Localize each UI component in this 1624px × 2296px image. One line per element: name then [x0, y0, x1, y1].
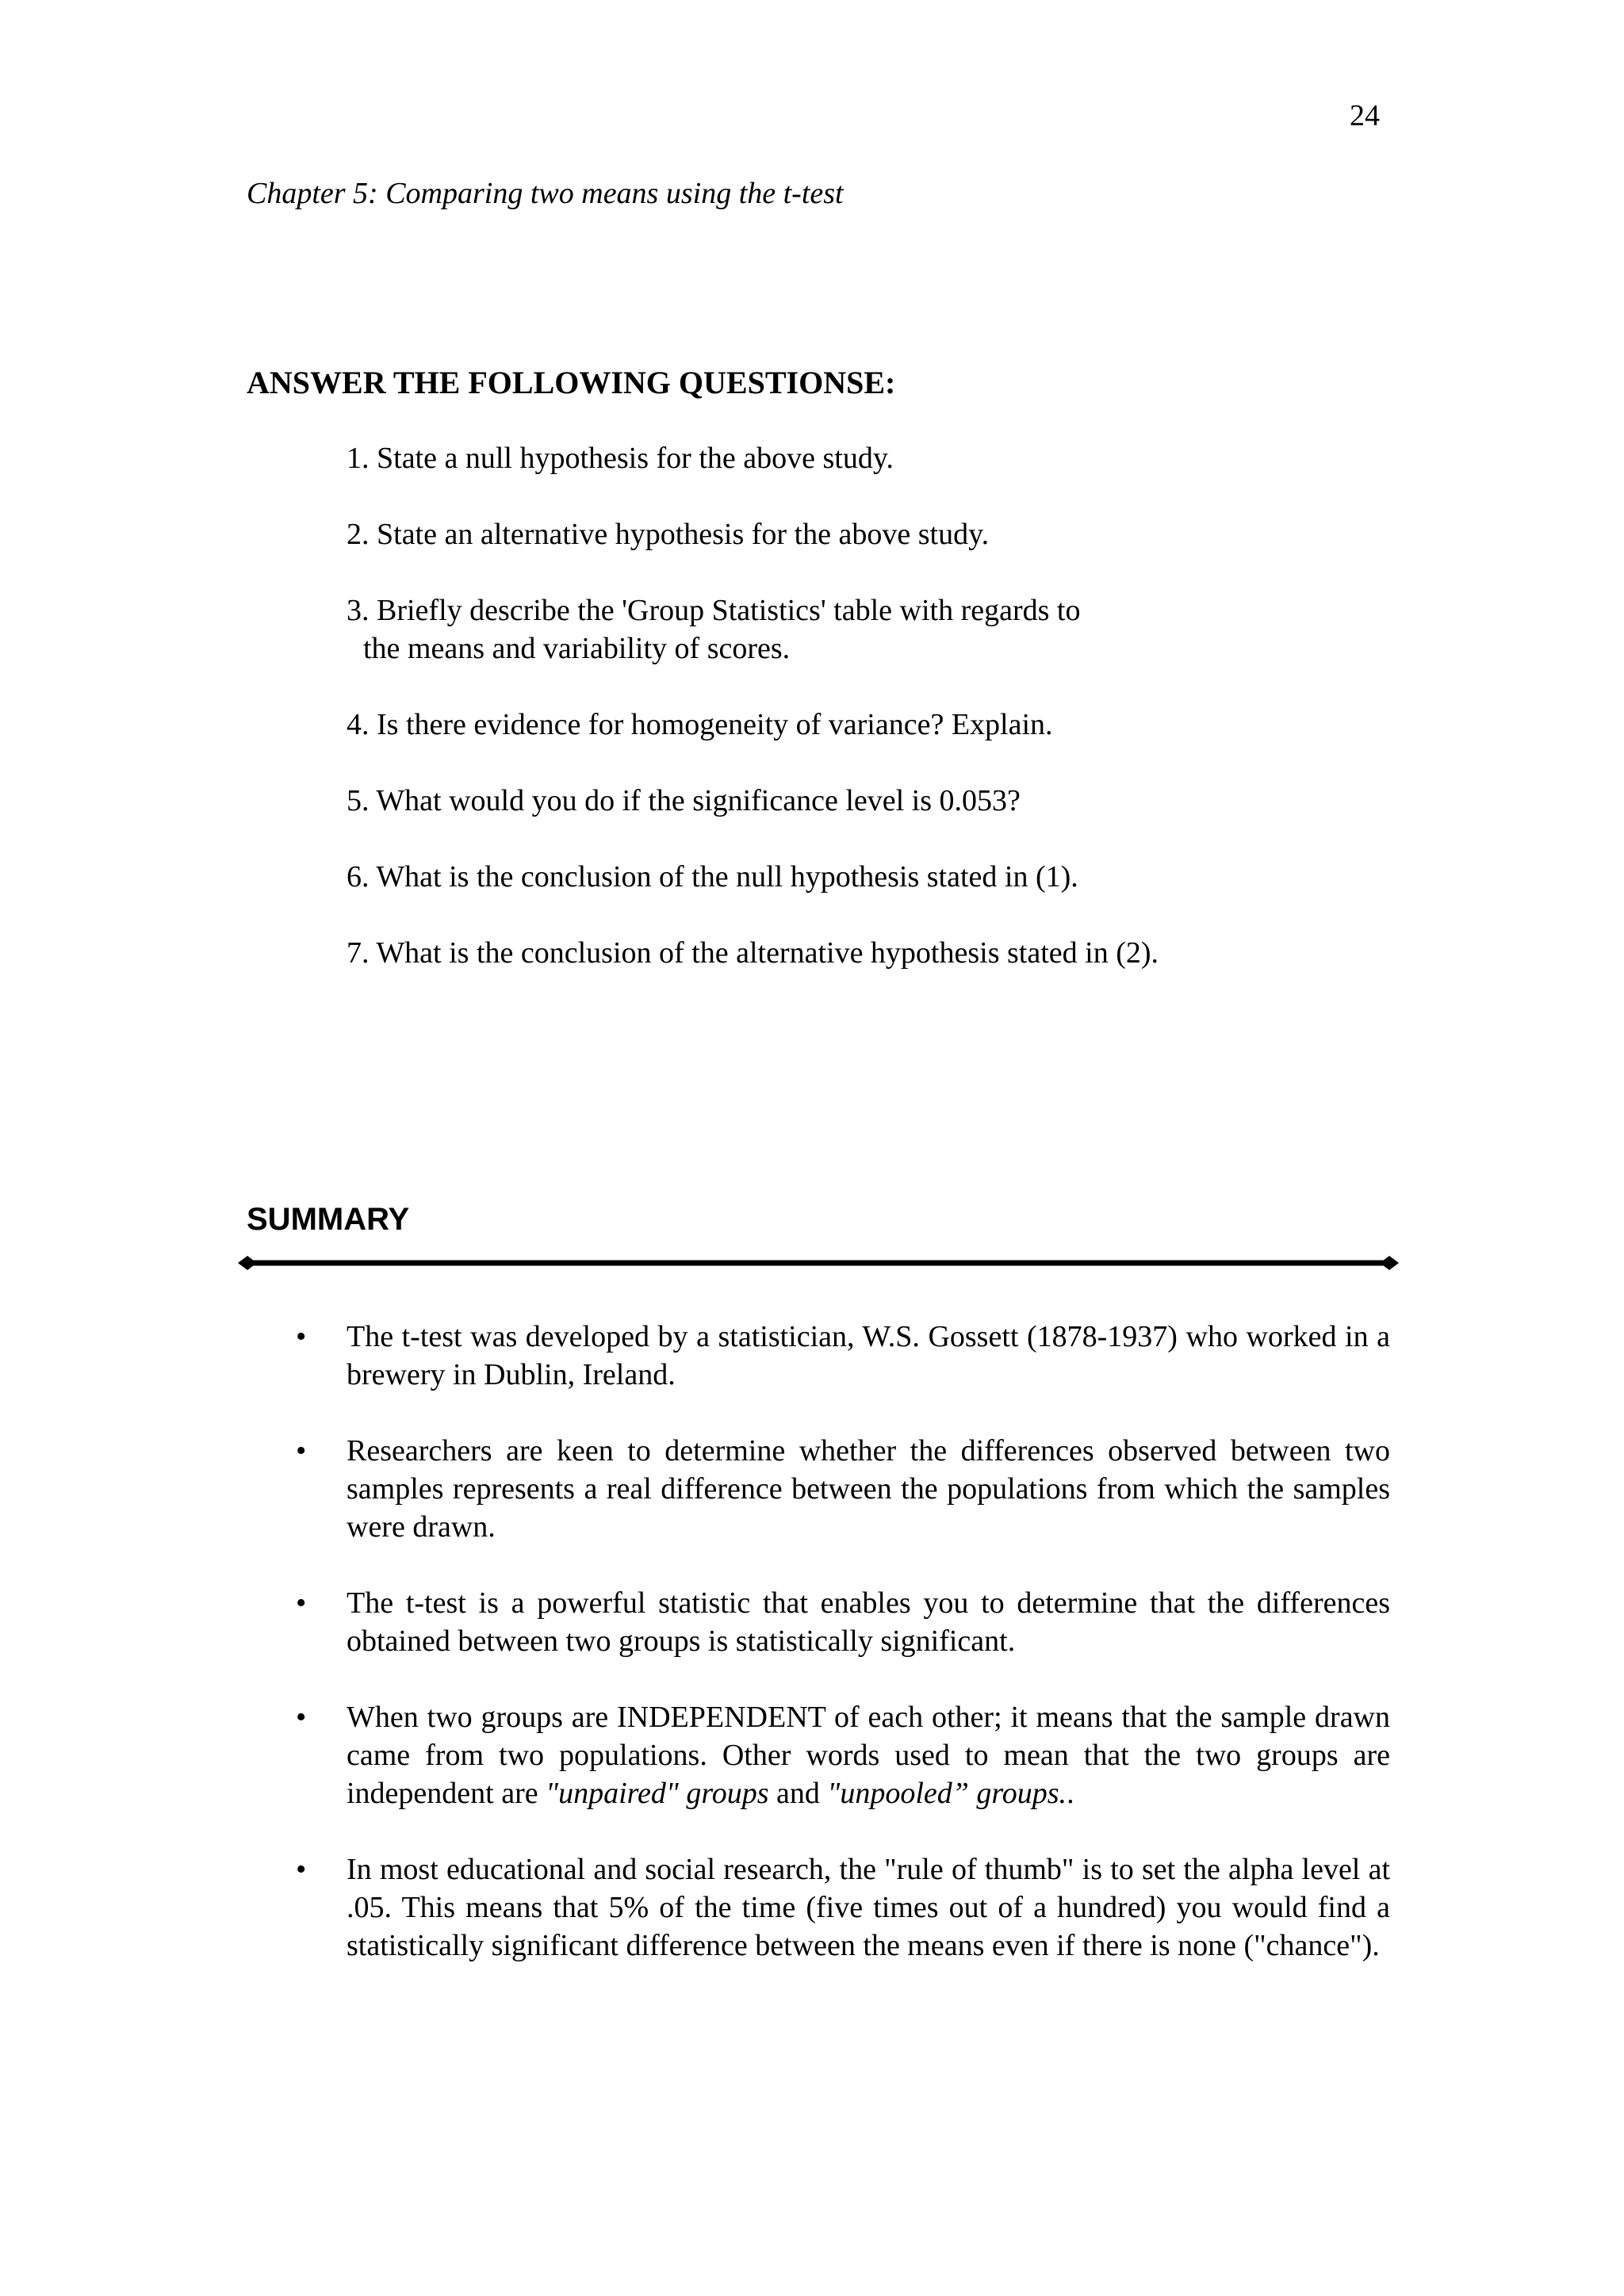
question-item [347, 515, 1377, 553]
bullet-text-segment: When two groups are INDEPENDENT of each other; it means that the sample drawn came from two populations. Other words used to mean that the two groups are independent are [347, 1701, 1390, 1810]
summary-bullet-text: Researchers are keen to determine whether the differences observed between two samples represents a real difference between the populations from which the samples were drawn. [347, 1434, 1390, 1544]
page-number: 24 [1350, 99, 1380, 132]
question-item [347, 858, 1377, 896]
question-text: 5. What would you do if the significance level is 0.053? [347, 784, 1021, 817]
summary-bullet-text: The t-test was developed by a statistician, W.S. Gossett (1878-1937) who worked in a brewery in Dublin, Ireland. [347, 1320, 1390, 1391]
question-text: 2. State an alternative hypothesis for the above study. [347, 518, 990, 551]
chapter-title: Chapter 5: Comparing two means using the t-test [247, 177, 844, 210]
bullet-text-segment: . [1067, 1777, 1074, 1810]
bullet-icon: • [296, 1586, 307, 1620]
bullet-text-segment: and [768, 1777, 828, 1810]
questions-heading: ANSWER THE FOLLOWING QUESTIONSE: [247, 365, 896, 400]
question-text: 3. Briefly describe the 'Group Statistics' table with regards to [347, 594, 1081, 627]
summary-bullet-text: The t-test is a powerful statistic that enables you to determine that the differences obtained between two groups is statistically significant. [347, 1586, 1390, 1658]
question-item [347, 706, 1377, 744]
question-text: 1. State a null hypothesis for the above study. [347, 442, 894, 475]
bullet-icon: • [296, 1701, 307, 1734]
question-item [347, 439, 1377, 477]
italic-term-unpooled: "unpooled” groups. [827, 1777, 1067, 1810]
summary-bullet-text: In most educational and social research, the "rule of thumb" is to set the alpha level at .05. This means that 5% of the time (five times out of a hundred) you would find a statistically significant difference between the means even if there is none ("chance"). [347, 1853, 1390, 1962]
bullet-icon: • [296, 1320, 307, 1353]
diamond-left-icon [238, 1256, 257, 1270]
question-text: 7. What is the conclusion of the alternative hypothesis stated in (2). [347, 936, 1159, 970]
question-text: 4. Is there evidence for homogeneity of variance? Explain. [347, 708, 1053, 741]
summary-bullet-text [347, 1698, 1390, 1812]
question-text: 6. What is the conclusion of the null hypothesis stated in (1). [347, 860, 1078, 894]
question-item [347, 591, 1377, 668]
italic-term-unpaired: "unpaired" groups [546, 1777, 769, 1810]
summary-heading: SUMMARY [247, 1202, 410, 1237]
summary-divider [238, 1251, 1399, 1275]
question-text-continuation: the means and variability of scores. [363, 632, 791, 665]
bullet-icon: • [296, 1434, 307, 1468]
question-item [347, 782, 1377, 820]
bullet-icon: • [296, 1853, 307, 1886]
question-item [347, 934, 1377, 972]
diamond-right-icon [1380, 1256, 1399, 1270]
